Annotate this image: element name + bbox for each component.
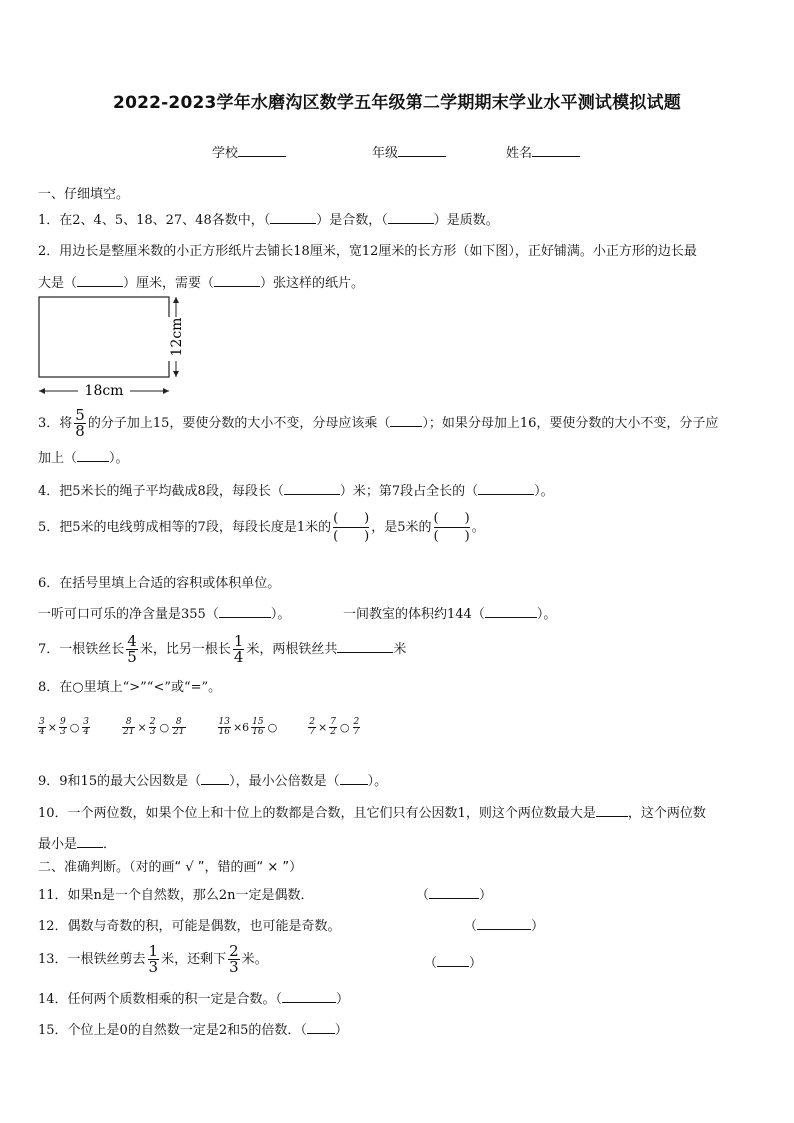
q3-blank-1[interactable] (390, 414, 422, 427)
q9-text: ）。 (367, 774, 388, 789)
question-8-title: 8．在○里填上“>”“<”或“=”。 (38, 680, 222, 695)
question-3-line1 (38, 408, 718, 439)
width-label: 18cm (84, 383, 124, 399)
arrow-right-icon (163, 388, 169, 394)
operator: × (317, 721, 328, 734)
q2-text: 大是（ (38, 276, 78, 291)
question-2-line1: 2．用边长是整厘米数的小正方形纸片去铺长18厘米，宽12厘米的长方形（如下图），正好铺满。小正方形的边长最 (38, 244, 697, 259)
q7-blank[interactable] (337, 640, 393, 653)
q6-blank-1[interactable] (219, 605, 271, 618)
name-blank[interactable] (532, 144, 580, 157)
school-blank[interactable] (238, 144, 286, 157)
q7-text: 米，比另一根长 (139, 642, 231, 657)
fraction-1-3: $\frac{1}{3}$ (148, 942, 159, 976)
q13-text: 米，还剩下 (161, 952, 227, 967)
question-6a (38, 603, 290, 622)
comparison-item (120, 718, 187, 737)
q10-text: 最小是 (38, 837, 78, 852)
school-field[interactable] (212, 142, 286, 161)
fraction: $\frac{8}{21}$ (123, 717, 135, 737)
page-title: 2022-2023学年水磨沟区数学五年级第二学期期末学业水平测试模拟试题 (113, 93, 681, 113)
fraction: $\frac{2}{7}$ (309, 717, 315, 737)
q3-text: ）。 (109, 451, 129, 466)
fraction: $\frac{9}{3}$ (59, 717, 66, 737)
q4-text: ）。 (534, 484, 554, 499)
q1-text: ）是合数，（ (316, 213, 388, 228)
question-14: 14．任何两个质数相乘的积一定是合数。（ ） (38, 992, 350, 1007)
question-13 (38, 944, 268, 975)
q4-text: ）米；第7段占全长的（ (339, 484, 479, 499)
q1-blank-2[interactable] (388, 211, 434, 224)
q2-blank-2[interactable] (214, 274, 260, 287)
q7-text: 米，两根铁丝共 (246, 642, 338, 657)
rectangle-shape (39, 297, 169, 377)
question-6b (343, 603, 556, 622)
compare-circle[interactable]: ○ (159, 721, 170, 734)
arrow-down-icon (173, 371, 179, 377)
q1-blank-1[interactable] (270, 211, 316, 224)
q7-text: 米 (393, 642, 407, 657)
question-4 (38, 480, 554, 499)
question-11: 11．如果n是一个自然数，那么2n一定是偶数． (38, 888, 314, 903)
question-12: 12．偶数与奇数的积，可能是偶数，也可能是奇数。 (38, 919, 341, 934)
fraction: $\frac{3}{4}$ (83, 717, 90, 737)
q5-fraction-blank-2[interactable]: ( ) ( ) (433, 511, 470, 544)
question-6-title: 6．在括号里填上合适的容积或体积单位。 (38, 576, 281, 591)
arrow-up-icon (173, 297, 179, 303)
q11-answer[interactable]: （ ） (416, 888, 493, 903)
arrow-left-icon (39, 388, 45, 394)
q9-blank-1[interactable] (201, 772, 229, 785)
q10-text: ，这个两位数 (627, 806, 706, 821)
fraction: $\frac{3}{4}$ (39, 717, 45, 737)
question-9 (38, 770, 387, 789)
q6-blank-2[interactable] (485, 605, 537, 618)
q1-text: ）是质数。 (433, 213, 499, 228)
q6-text: 一间教室的体积约144（ (343, 607, 485, 622)
section1-title: 一、仔细填空。 (38, 187, 130, 202)
grade-field[interactable] (372, 142, 446, 161)
comparison-item (216, 718, 279, 737)
section2-title: 二、准确判断。（对的画“ √ ”，错的画“ × ”） (38, 860, 303, 875)
q5-fraction-blank-1[interactable]: ( ) ( ) (333, 511, 370, 544)
q9-text: ），最小公倍数是（ (229, 774, 340, 789)
q3-text: ）；如果分母加上16，要使分数的大小不变，分子应 (422, 416, 719, 431)
question-7 (38, 634, 406, 665)
grade-label: 年级 (372, 146, 399, 161)
fraction-5-8: $\frac{5}{8}$ (75, 406, 85, 440)
operator: × (47, 721, 57, 734)
comparison-item (36, 718, 92, 737)
name-label: 姓名 (506, 146, 533, 161)
q13-text: 13．一根铁丝剪去 (38, 952, 146, 967)
q6-text: 一听可口可乐的净含量是355（ (38, 607, 219, 622)
question-3-line2 (38, 447, 129, 466)
question-5 (38, 510, 485, 545)
school-label: 学校 (212, 146, 239, 161)
q10-text: ． (103, 837, 117, 852)
q10-text: 10．一个两位数，如果个位上和十位上的数都是合数，且它们只有公因数1，则这个两位数最大是 (38, 806, 596, 821)
q15-blank[interactable] (307, 1021, 335, 1034)
operator: ×6 (232, 721, 250, 734)
q9-blank-2[interactable] (340, 772, 368, 785)
q3-text: 的分子加上15，要使分数的大小不变，分母应该乘（ (87, 416, 391, 431)
operator: × (137, 721, 147, 734)
q13-answer[interactable]: （ ） (424, 956, 483, 971)
question-2-line2 (38, 272, 364, 291)
fraction: $\frac{2}{7}$ (353, 717, 360, 737)
name-field[interactable] (506, 142, 580, 161)
question-10-line2 (38, 833, 116, 852)
q3-text: 3．将 (38, 416, 73, 431)
q6-text: ）。 (270, 607, 291, 622)
q12-answer[interactable]: （ ） (464, 919, 545, 934)
q4-blank-1[interactable] (284, 482, 340, 495)
q4-text: 4．把5米长的绳子平均截成8段，每段长（ (38, 484, 284, 499)
question-8-comparisons (36, 718, 390, 737)
q2-text: ）厘米，需要（ (123, 276, 215, 291)
q10-blank-1[interactable] (596, 804, 628, 817)
q4-blank-2[interactable] (478, 482, 534, 495)
q1-text: 1．在2、4、5、18、27、48各数中，（ (38, 213, 271, 228)
q2-text: ）张这样的纸片。 (260, 276, 365, 291)
compare-circle[interactable]: ○ (69, 721, 80, 734)
question-1 (38, 209, 499, 228)
fraction-4-5: $\frac{4}{5}$ (127, 632, 137, 666)
fraction-1-4: $\frac{1}{4}$ (233, 632, 244, 666)
fraction: $\frac{8}{21}$ (173, 717, 185, 737)
comparison-item (306, 718, 362, 737)
height-label: 12cm (169, 317, 185, 357)
fraction: $\frac{15}{16}$ (252, 717, 264, 737)
q6-text: ）。 (536, 607, 557, 622)
question-15: 15．个位上是0的自然数一定是2和5的倍数．（ ） (38, 1023, 348, 1038)
q3-blank-2[interactable] (77, 449, 109, 462)
q9-text: 9．9和15的最大公因数是（ (38, 774, 202, 789)
q5-text: ，是5米的 (371, 520, 432, 535)
q5-text: 。 (471, 520, 485, 535)
fraction: $\frac{2}{3}$ (149, 717, 156, 737)
fraction: $\frac{7}{2}$ (330, 717, 336, 737)
fraction-2-3: $\frac{2}{3}$ (229, 942, 239, 976)
q2-blank-1[interactable] (77, 274, 123, 287)
q10-blank-2[interactable] (77, 835, 103, 848)
fraction: $\frac{13}{16}$ (218, 717, 230, 737)
q13-text: 米。 (241, 952, 268, 967)
compare-circle[interactable]: ○ (339, 721, 350, 734)
question-10-line1 (38, 802, 706, 821)
q5-text: 5．把5米的电线剪成相等的7段，每段长度是1米的 (38, 520, 332, 535)
compare-circle[interactable]: ○ (267, 721, 278, 734)
grade-blank[interactable] (398, 144, 446, 157)
q14-blank[interactable] (282, 990, 336, 1003)
q7-text: 7．一根铁丝长 (38, 642, 125, 657)
rectangle-figure (34, 293, 194, 403)
q3-text: 加上（ (38, 451, 78, 466)
